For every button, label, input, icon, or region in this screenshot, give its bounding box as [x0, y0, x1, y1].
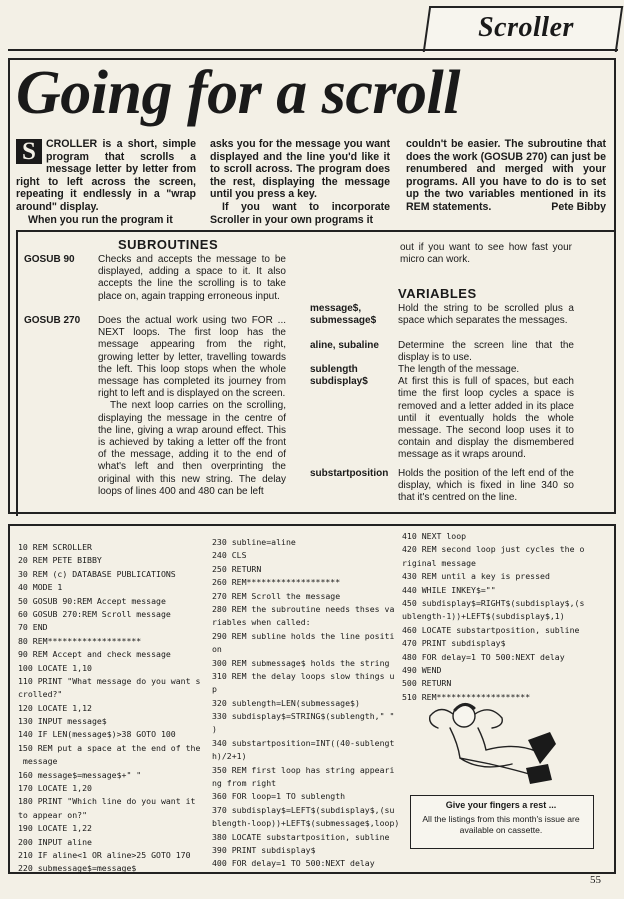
listing-column-3 — [402, 530, 584, 704]
listing-line: 220 submessage$=message$ — [18, 863, 137, 874]
article-title: Going for a scroll — [16, 59, 460, 127]
listing-line: 480 FOR delay=1 TO 500:NEXT delay — [402, 651, 565, 662]
listing-line: 320 sublength=LEN(submessage$) — [212, 697, 360, 708]
subroutines-continuation: out if you want to see how fast your micro can work. — [400, 242, 572, 266]
listing-column-2 — [212, 536, 399, 871]
intro-col1-tail: When you run the program it — [28, 213, 173, 226]
header-rule — [8, 49, 618, 51]
intro-column-1 — [16, 138, 196, 226]
promo-title: Give your fingers a rest ... — [445, 800, 557, 810]
listing-line: 310 REM the delay loops slow things u — [212, 670, 395, 681]
intro-col2-lead: asks you for the message you want displayed and the line you'd like it to scroll across. The program does the rest, displaying the message until you press a key. — [210, 138, 390, 201]
listing-line: crolled?" — [18, 689, 63, 700]
listing-line: 450 subdisplay$=RIGHT$(subdisplay$,(s — [402, 597, 585, 608]
listing-line: 20 REM PETE BIBBY — [18, 555, 102, 566]
listing-line: 500 RETURN — [402, 678, 452, 689]
variable-label-message: message$, submessage$ — [310, 303, 377, 327]
listing-line: 360 FOR loop=1 TO sublength — [212, 791, 346, 802]
listing-line: 100 LOCATE 1,10 — [18, 662, 92, 673]
listing-line: 420 REM second loop just cycles the o — [402, 544, 585, 555]
listing-line: riables when called: — [212, 617, 311, 628]
listing-line: 230 subline=aline — [212, 537, 296, 547]
listing-line: 490 WEND — [402, 664, 442, 675]
author-byline: Pete Bibby — [551, 200, 606, 213]
listing-line: 60 GOSUB 270:REM Scroll message — [18, 608, 171, 619]
listing-line: 300 REM submessage$ holds the string — [212, 657, 390, 668]
intro-column-2 — [210, 138, 390, 226]
listing-line: 210 IF aline<1 OR aline>25 GOTO 170 — [18, 849, 191, 860]
listing-line: 390 PRINT subdisplay$ — [212, 844, 316, 855]
listing-line: 200 INPUT aline — [18, 836, 92, 847]
drop-cap: S — [16, 139, 42, 164]
intro-col1-lead: CROLLER is a short, simple program that scrolls a message letter by letter from right to left across the screen, repeating it endlessly in a "wrap around" display. — [16, 138, 196, 213]
variable-desc-sublength — [398, 364, 574, 462]
listing-line: on — [212, 644, 222, 655]
section-title: Scroller — [478, 12, 574, 43]
variable-desc-subdisplay: At first this is full of spaces, but each time the first loop cycles a space is removed and a letter added in its place until it eventually holds the whole message. The second loop uses it to contain and display the dismembered message as it wraps around. — [398, 376, 574, 461]
listing-line: riginal message — [402, 557, 476, 568]
listing-column-1 — [18, 541, 200, 876]
listing-line: 250 RETURN — [212, 563, 262, 574]
listing-line: message — [18, 756, 58, 767]
variable-desc-aline: Determine the screen line that the display is to use. — [398, 340, 574, 364]
listing-line: 440 WHILE INKEY$="" — [402, 584, 496, 595]
listing-line: blength-loop))+LEFT$(submessage$,loop) — [212, 818, 400, 829]
variables-heading: VARIABLES — [398, 286, 477, 301]
intro-col3-text: couldn't be easier. The subroutine that does the work (GOSUB 270) can just be renumbered and merged with your programs. All you have to do is to set up the two variables mentioned in its REM statements. — [406, 138, 606, 213]
listing-line: 270 REM Scroll the message — [212, 590, 341, 601]
listing-line: 430 REM until a key is pressed — [402, 571, 550, 582]
listing-line: 410 NEXT loop — [402, 531, 467, 541]
listing-line: 240 CLS — [212, 550, 247, 561]
subroutines-heading: SUBROUTINES — [118, 237, 219, 252]
listing-line: 340 substartposition=INT((40-sublengt — [212, 737, 395, 748]
listing-line: 50 GOSUB 90:REM Accept message — [18, 595, 166, 606]
listing-line: 330 subdisplay$=STRING$(sublength," " — [212, 711, 395, 722]
variable-label-aline: aline, subaline — [310, 340, 379, 351]
listing-line: 290 REM subline holds the line positi — [212, 630, 395, 641]
subroutine-label-270: GOSUB 270 — [24, 315, 81, 326]
listing-line: to appear on?" — [18, 809, 88, 820]
variable-label-sublength: sublength subdisplay$ — [310, 364, 368, 388]
listing-line: 190 LOCATE 1,22 — [18, 823, 92, 834]
subroutine-desc-90: Checks and accepts the message to be displayed, adding a space to it. It also accepts the line the scrolling is to take place on, again trapping erroneous input. — [98, 254, 286, 302]
listing-line: 180 PRINT "Which line do you want it — [18, 796, 196, 807]
listing-line: 460 LOCATE substartposition, subline — [402, 624, 580, 635]
intro-col2-tail: If you want to incorporate Scroller in your own programs it — [210, 200, 390, 226]
listing-line: 510 REM******************* — [402, 691, 531, 702]
listing-line: 30 REM (c) DATABASE PUBLICATIONS — [18, 568, 176, 579]
listing-line: 380 LOCATE substartposition, subline — [212, 831, 390, 842]
listing-line: ublength-1))+LEFT$(subdisplay$,1) — [402, 611, 565, 622]
listing-line: 40 MODE 1 — [18, 582, 63, 593]
relaxing-man-illustration — [420, 694, 560, 790]
variable-desc-sublength-p1: The length of the message. — [398, 364, 520, 375]
listing-line: 90 REM Accept and check message — [18, 649, 171, 660]
promo-text: All the listings from this month's issue are available on cassette. — [422, 814, 580, 835]
listing-line: h)/2+1) — [212, 751, 247, 762]
listing-line: 80 REM******************* — [18, 635, 142, 646]
subroutine-desc-270-p1: Does the actual work using two FOR ... NEXT loops. The first loop has the message appearing from the right, growing letter by letter, travelling towards the left. This loop stops when the whole message has completed its journey from right to left and is displayed on the screen. — [98, 315, 286, 400]
listing-line: 140 IF LEN(message$)>38 GOTO 100 — [18, 729, 176, 740]
subroutine-label-90: GOSUB 90 — [24, 254, 75, 265]
listing-line: 280 REM the subroutine needs thses va — [212, 603, 395, 614]
listing-line: 130 INPUT message$ — [18, 716, 107, 727]
listing-line: 400 FOR delay=1 TO 500:NEXT delay — [212, 858, 375, 869]
listing-line: 70 END — [18, 622, 48, 633]
listing-line: 160 message$=message$+" " — [18, 769, 142, 780]
listing-line: 350 REM first loop has string appeari — [212, 764, 395, 775]
listing-line: 10 REM SCROLLER — [18, 542, 92, 552]
subroutine-desc-270 — [98, 315, 286, 498]
listing-line: 260 REM******************* — [212, 577, 341, 588]
listing-line: ) — [212, 724, 217, 735]
subroutine-desc-270-p2: The next loop carries on the scrolling, displaying the message in the centre of the line, giving a wrap around effect. This is achieved by taking a letter off the front of the message, adding it to the end of what's left and then overprinting the original with this new string. The delay loops of lines 400 and 480 can be left — [98, 400, 286, 497]
intro-column-3 — [406, 138, 606, 214]
listing-line: 170 LOCATE 1,20 — [18, 783, 92, 794]
page-number: 55 — [590, 874, 601, 886]
listing-line: p — [212, 684, 217, 695]
listing-line: ng from right — [212, 778, 277, 789]
listing-line: 470 PRINT subdisplay$ — [402, 638, 506, 649]
variable-desc-substartposition: Holds the position of the left end of the display, which is fixed in line 340 so that it's centred on the line. — [398, 468, 574, 504]
listing-line: 120 LOCATE 1,12 — [18, 702, 92, 713]
listing-line: 150 REM put a space at the end of the — [18, 742, 201, 753]
listing-line: 110 PRINT "What message do you want s — [18, 675, 201, 686]
variable-label-substartposition: substartposition — [310, 468, 389, 479]
listing-line: 370 subdisplay$=LEFT$(subdisplay$,(su — [212, 804, 395, 815]
variable-desc-message: Hold the string to be scrolled plus a space which separates the messages. — [398, 303, 574, 327]
